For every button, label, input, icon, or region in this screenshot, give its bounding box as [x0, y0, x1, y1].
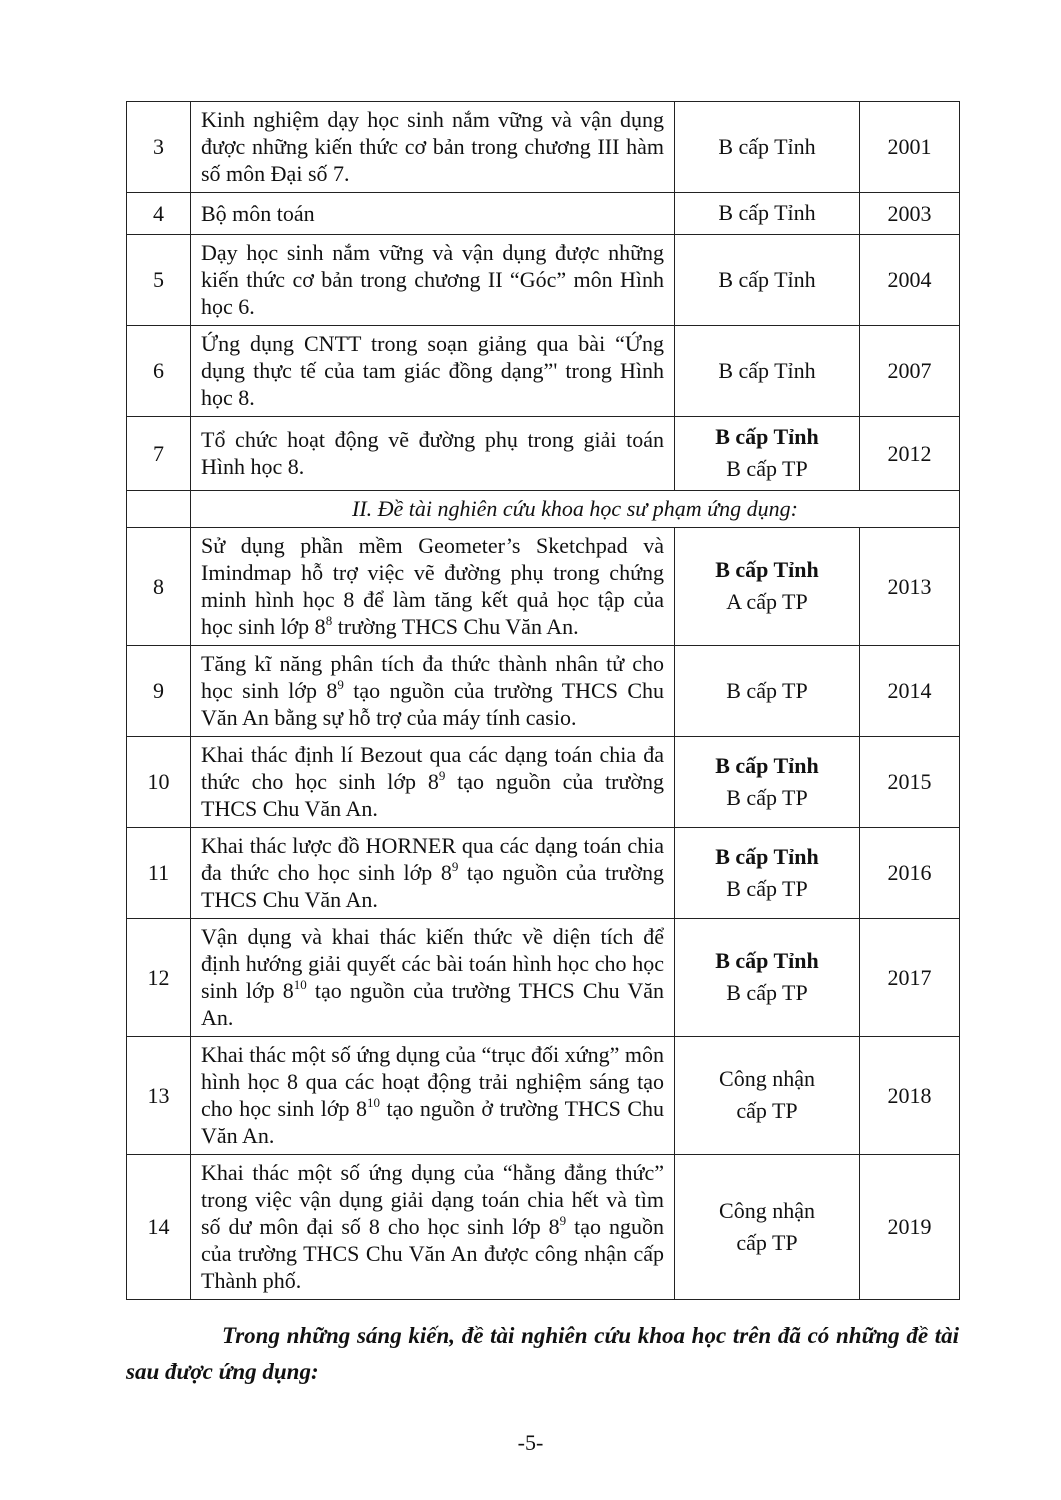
- row-number: 4: [127, 193, 191, 235]
- row-year: 2013: [860, 528, 960, 646]
- row-title: Ứng dụng CNTT trong soạn giảng qua bài “Ứng dụng thực tế của tam giác đồng dạng”' trong Hình học 8.: [191, 326, 675, 417]
- row-title: Tổ chức hoạt động vẽ đường phụ trong giải toán Hình học 8.: [191, 417, 675, 491]
- row-year: 2007: [860, 326, 960, 417]
- row-year: 2016: [860, 828, 960, 919]
- row-title: Khai thác một số ứng dụng của “trục đối xứng” môn hình học 8 qua các hoạt động trải nghiệm sáng tạo cho học sinh lớp $8^{10}$ tạo nguồn ở trường THCS Chu Văn An.: [191, 1037, 675, 1155]
- conclusion-paragraph: Trong những sáng kiến, đề tài nghiên cứu khoa học trên đã có những đề tài sau được ứng dụng:: [126, 1323, 959, 1384]
- row-title: Kinh nghiệm dạy học sinh nắm vững và vận dụng được những kiến thức cơ bản trong chương III hàm số môn Đại số 7.: [191, 102, 675, 193]
- row-level: B cấp Tỉnh A cấp TP: [675, 528, 860, 646]
- row-level: B cấp Tỉnh: [675, 235, 860, 326]
- table-row: [127, 417, 960, 491]
- row-year: 2015: [860, 737, 960, 828]
- row-number: 5: [127, 235, 191, 326]
- row-level: Công nhận cấp TP: [675, 1037, 860, 1155]
- row-title: Sử dụng phần mềm Geometer’s Sketchpad và Imindmap hỗ trợ việc vẽ đường phụ trong chứng minh hình học 8 để làm tăng kết quả học tập của học sinh lớp $8^8$ trường THCS Chu Văn An.: [191, 528, 675, 646]
- table-row: [127, 737, 960, 828]
- row-title: Khai thác định lí Bezout qua các dạng toán chia đa thức cho học sinh lớp $8^9$ tạo nguồn của trường THCS Chu Văn An.: [191, 737, 675, 828]
- row-level: B cấp Tỉnh: [675, 193, 860, 235]
- row-title: Dạy học sinh nắm vững và vận dụng được những kiến thức cơ bản trong chương II “Góc” môn Hình học 6.: [191, 235, 675, 326]
- row-number: 12: [127, 919, 191, 1037]
- row-level: Công nhận cấp TP: [675, 1155, 860, 1300]
- row-year: 2019: [860, 1155, 960, 1300]
- section-spacer: [127, 491, 191, 528]
- row-number: 10: [127, 737, 191, 828]
- row-level: B cấp TP: [675, 646, 860, 737]
- table-row: [127, 1037, 960, 1155]
- section-heading-row: [127, 491, 960, 528]
- row-level: B cấp Tỉnh B cấp TP: [675, 417, 860, 491]
- row-number: 6: [127, 326, 191, 417]
- row-number: 9: [127, 646, 191, 737]
- table-row: [127, 828, 960, 919]
- row-number: 7: [127, 417, 191, 491]
- section-heading: II. Đề tài nghiên cứu khoa học sư phạm ứng dụng:: [191, 491, 960, 528]
- table-row: [127, 919, 960, 1037]
- row-level: B cấp Tỉnh B cấp TP: [675, 828, 860, 919]
- row-level: B cấp Tỉnh B cấp TP: [675, 737, 860, 828]
- row-title: Vận dụng và khai thác kiến thức về diện tích để định hướng giải quyết các bài toán hình học cho học sinh lớp $8^{10}$ tạo nguồn của trường THCS Chu Văn An.: [191, 919, 675, 1037]
- table-row: [127, 193, 960, 235]
- row-title: Tăng kĩ năng phân tích đa thức thành nhân tử cho học sinh lớp $8^9$ tạo nguồn của trường THCS Chu Văn An bằng sự hỗ trợ của máy tính casio.: [191, 646, 675, 737]
- row-title: Bộ môn toán: [191, 193, 675, 235]
- row-level: B cấp Tỉnh: [675, 326, 860, 417]
- row-year: 2004: [860, 235, 960, 326]
- awards-table-body: [127, 102, 960, 1300]
- table-row: [127, 102, 960, 193]
- row-number: 8: [127, 528, 191, 646]
- row-number: 13: [127, 1037, 191, 1155]
- row-number: 11: [127, 828, 191, 919]
- row-level: B cấp Tỉnh B cấp TP: [675, 919, 860, 1037]
- row-title: Khai thác lược đồ HORNER qua các dạng toán chia đa thức cho học sinh lớp $8^9$ tạo nguồn của trường THCS Chu Văn An.: [191, 828, 675, 919]
- row-number: 14: [127, 1155, 191, 1300]
- row-year: 2014: [860, 646, 960, 737]
- table-row: [127, 646, 960, 737]
- row-year: 2018: [860, 1037, 960, 1155]
- table-row: [127, 326, 960, 417]
- table-row: [127, 235, 960, 326]
- row-year: 2001: [860, 102, 960, 193]
- page-number: -5-: [517, 1430, 544, 1455]
- row-year: 2012: [860, 417, 960, 491]
- row-level: B cấp Tỉnh: [675, 102, 860, 193]
- row-year: 2017: [860, 919, 960, 1037]
- awards-table: [126, 101, 960, 1300]
- row-number: 3: [127, 102, 191, 193]
- row-title: Khai thác một số ứng dụng của “hằng đẳng thức” trong việc vận dụng giải dạng toán chia hết và tìm số dư môn đại số 8 cho học sinh lớp $8^9$ tạo nguồn của trường THCS Chu Văn An được công nhận cấp Thành phố.: [191, 1155, 675, 1300]
- table-row: [127, 1155, 960, 1300]
- table-row: [127, 528, 960, 646]
- row-year: 2003: [860, 193, 960, 235]
